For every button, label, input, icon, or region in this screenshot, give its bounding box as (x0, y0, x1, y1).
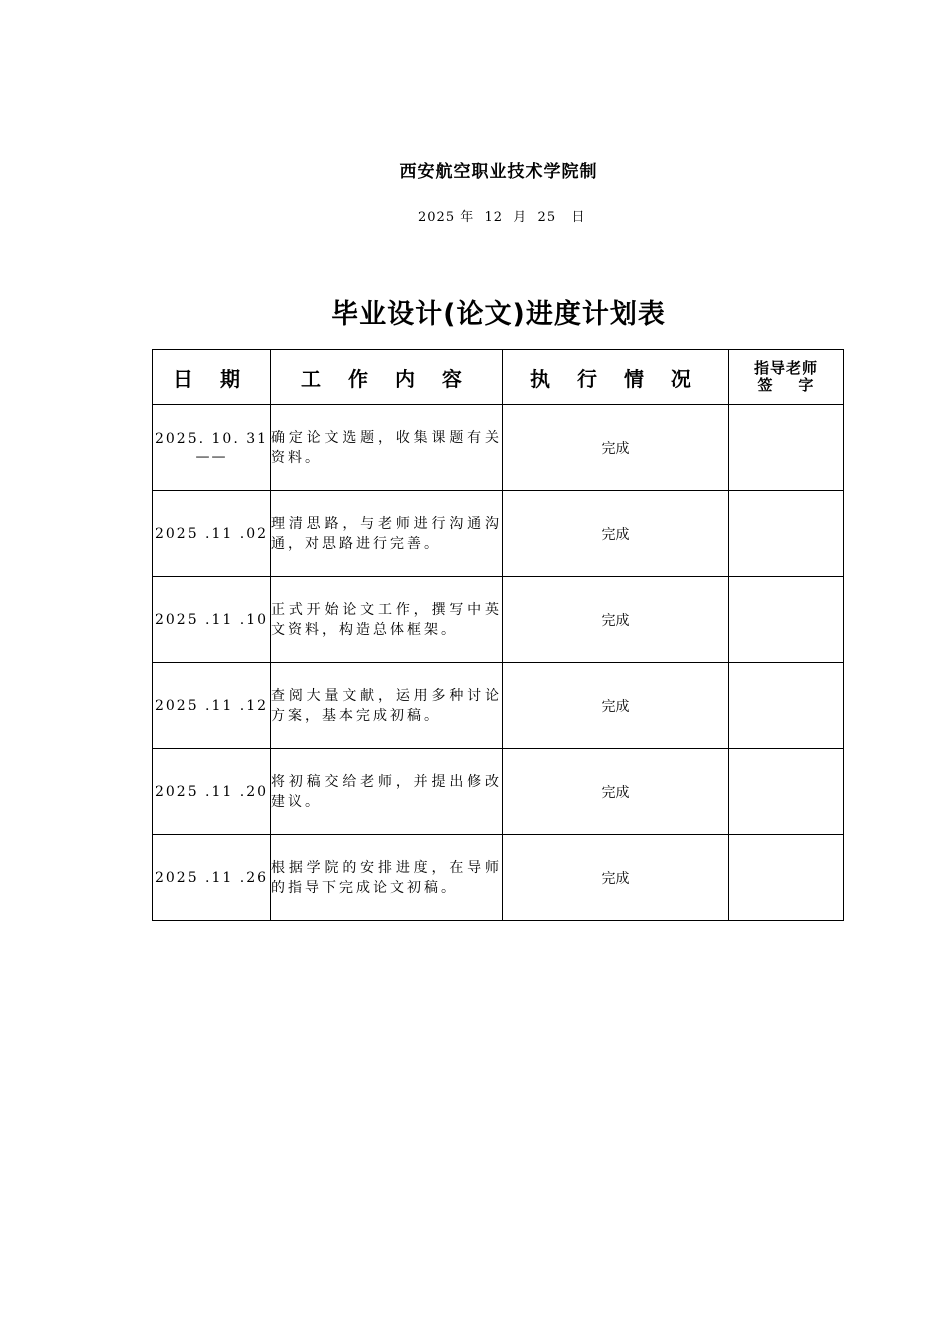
row-status: 完成 (503, 577, 729, 663)
row-date: 2025. 10. 31 —— (153, 405, 271, 491)
table-row (153, 405, 844, 491)
row-signature (729, 577, 844, 663)
row-content: 理清思路，与老师进行沟通沟通，对思路进行完善。 (271, 491, 503, 577)
page-title: 毕业设计(论文)进度计划表 (331, 299, 666, 330)
table-row (153, 835, 844, 921)
row-status: 完成 (503, 663, 729, 749)
institution-name: 西安航空职业技术学院制 (399, 162, 598, 182)
signature-column-header (729, 350, 844, 405)
row-date: 2025 .11 .12 (153, 663, 271, 749)
row-status: 完成 (503, 491, 729, 577)
progress-plan-table (152, 349, 844, 921)
row-status: 完成 (503, 405, 729, 491)
row-content: 根据学院的安排进度，在导师的指导下完成论文初稿。 (271, 835, 503, 921)
row-signature (729, 491, 844, 577)
row-date: 2025 .11 .02 (153, 491, 271, 577)
status-column-header: 执 行 情 况 (503, 350, 729, 405)
row-content: 查阅大量文献，运用多种讨论方案，基本完成初稿。 (271, 663, 503, 749)
row-signature (729, 835, 844, 921)
content-column-header: 工 作 内 容 (271, 350, 503, 405)
row-signature (729, 663, 844, 749)
row-status: 完成 (503, 749, 729, 835)
row-date: 2025 .11 .10 (153, 577, 271, 663)
table-row (153, 749, 844, 835)
table-row (153, 663, 844, 749)
table-row (153, 577, 844, 663)
signature-header-line1: 指导老师 (753, 359, 818, 377)
row-signature (729, 405, 844, 491)
row-content: 确定论文选题，收集课题有关资料。 (271, 405, 503, 491)
row-content: 正式开始论文工作，撰写中英文资料，构造总体框架。 (271, 577, 503, 663)
document-date: 2025 年 12 月 25 日 (418, 210, 586, 225)
row-signature (729, 749, 844, 835)
table-row (153, 491, 844, 577)
row-date: 2025 .11 .20 (153, 749, 271, 835)
row-content: 将初稿交给老师，并提出修改建议。 (271, 749, 503, 835)
signature-header-line2: 签 字 (757, 376, 815, 394)
row-status: 完成 (503, 835, 729, 921)
date-column-header: 日 期 (153, 350, 271, 405)
row-date: 2025 .11 .26 (153, 835, 271, 921)
table-header-row (153, 350, 844, 405)
